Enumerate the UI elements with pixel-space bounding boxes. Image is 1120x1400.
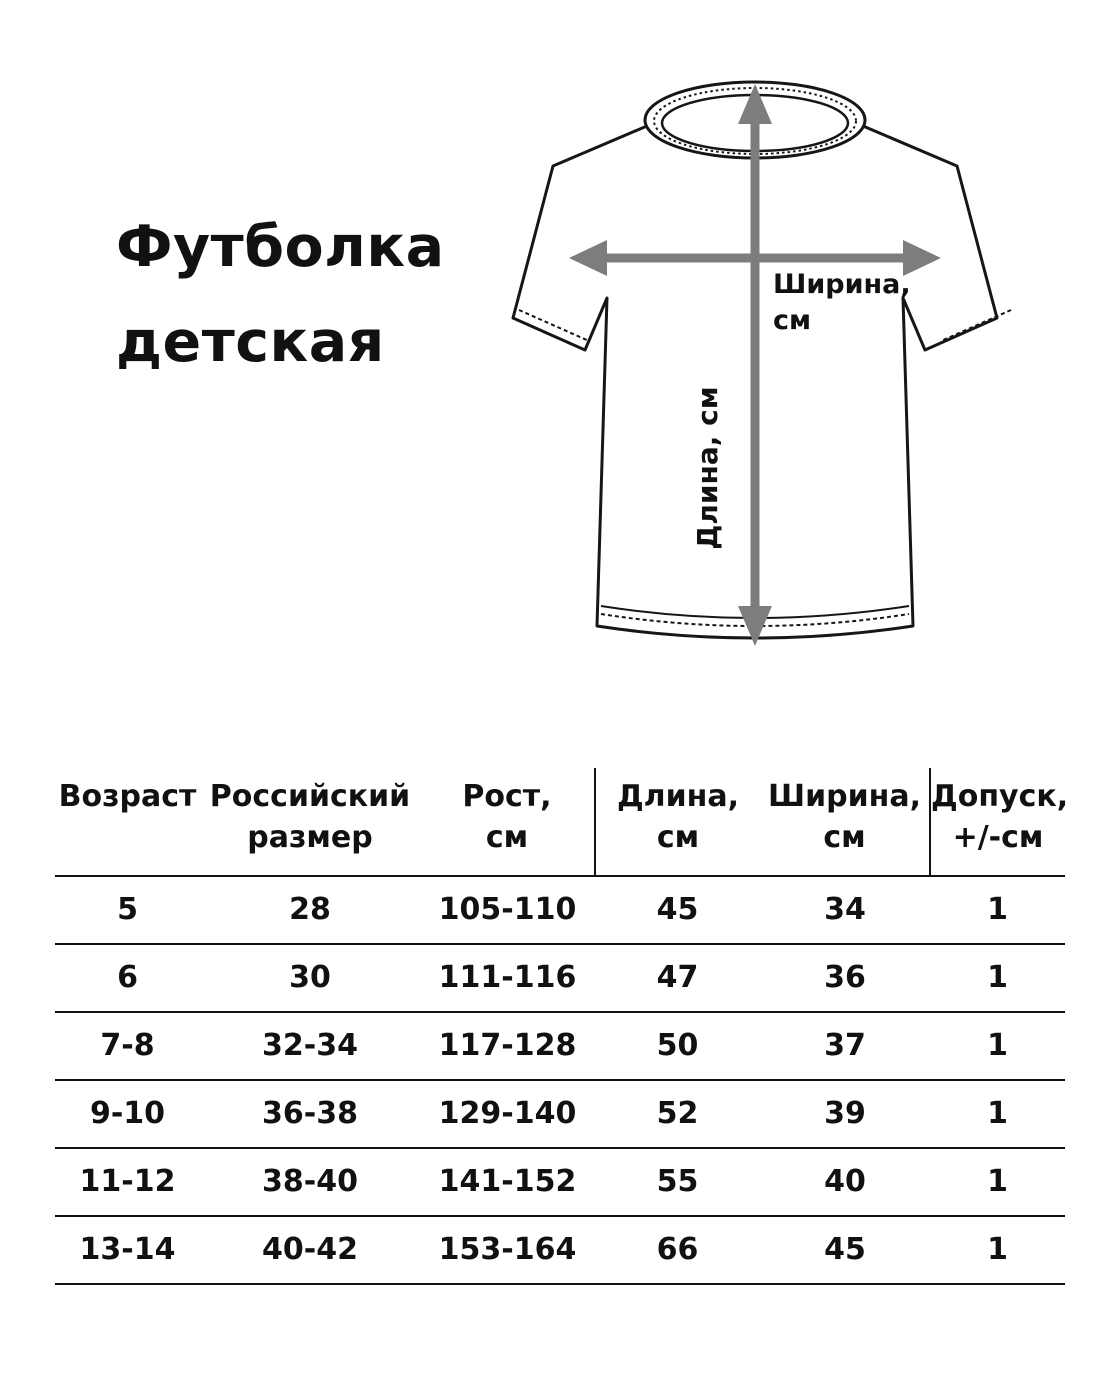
table-cell: 37 xyxy=(760,1012,930,1080)
table-cell: 5 xyxy=(55,876,200,944)
table-cell: 50 xyxy=(595,1012,760,1080)
table-cell: 129-140 xyxy=(420,1080,595,1148)
header-length xyxy=(595,768,760,876)
header-text: см xyxy=(485,820,529,856)
table-cell: 40-42 xyxy=(200,1216,420,1284)
width-arrow-label-line2: см xyxy=(773,305,812,336)
table-row xyxy=(55,944,1065,1012)
header-tolerance xyxy=(930,768,1069,876)
table-cell: 153-164 xyxy=(420,1216,595,1284)
table-cell: 105-110 xyxy=(420,876,595,944)
table-cell: 1 xyxy=(930,1148,1065,1216)
table-cell: 52 xyxy=(595,1080,760,1148)
table-cell: 11-12 xyxy=(55,1148,200,1216)
table-cell: 7-8 xyxy=(55,1012,200,1080)
header-height xyxy=(420,768,595,876)
table-cell: 36-38 xyxy=(200,1080,420,1148)
table-cell: 45 xyxy=(760,1216,930,1284)
header-text: размер xyxy=(247,820,373,856)
header-age xyxy=(55,768,200,876)
title-line-1: Футболка xyxy=(116,214,445,280)
table-cell: 1 xyxy=(930,1012,1065,1080)
header-text: Рост, xyxy=(462,779,552,814)
table-cell: 111-116 xyxy=(420,944,595,1012)
header-text: см xyxy=(823,820,866,856)
table-cell: 9-10 xyxy=(55,1080,200,1148)
table-cell: 66 xyxy=(595,1216,760,1284)
table-cell: 39 xyxy=(760,1080,930,1148)
table-row xyxy=(55,1080,1065,1148)
table-row xyxy=(55,1216,1065,1284)
size-table xyxy=(55,768,1069,1285)
title-line-2: детская xyxy=(116,309,385,376)
header-text: Ширина, xyxy=(768,779,921,814)
table-cell: 32-34 xyxy=(200,1012,420,1080)
width-arrow-label-line1: Ширина, xyxy=(773,269,911,300)
table-cell: 1 xyxy=(930,1216,1065,1284)
table-cell: 13-14 xyxy=(55,1216,200,1284)
header-width xyxy=(760,768,930,876)
header-text: Российский xyxy=(209,779,411,814)
table-cell: 141-152 xyxy=(420,1148,595,1216)
header-text: Длина, xyxy=(616,779,740,814)
table-cell: 30 xyxy=(200,944,420,1012)
page-title xyxy=(116,200,445,390)
header-text: Возраст xyxy=(58,779,197,814)
table-cell: 38-40 xyxy=(200,1148,420,1216)
table-row xyxy=(55,1012,1065,1080)
length-arrow-label: Длина, см xyxy=(691,386,724,550)
table-cell: 1 xyxy=(930,876,1065,944)
table-cell: 40 xyxy=(760,1148,930,1216)
table-cell: 36 xyxy=(760,944,930,1012)
table-cell: 34 xyxy=(760,876,930,944)
table-cell: 1 xyxy=(930,1080,1065,1148)
size-table-header xyxy=(55,768,1069,876)
header-row xyxy=(55,768,1065,876)
table-cell: 117-128 xyxy=(420,1012,595,1080)
tshirt-sketch xyxy=(505,78,1025,678)
table-cell: 28 xyxy=(200,876,420,944)
tshirt-diagram xyxy=(505,78,1025,678)
table-row xyxy=(55,1148,1065,1216)
table-cell: 47 xyxy=(595,944,760,1012)
table-cell: 45 xyxy=(595,876,760,944)
table-row xyxy=(55,876,1065,944)
table-cell: 6 xyxy=(55,944,200,1012)
header-text: Допуск, xyxy=(931,779,1069,814)
table-cell: 1 xyxy=(930,944,1065,1012)
header-russian-size xyxy=(200,768,420,876)
header-text: +/-см xyxy=(952,820,1044,856)
size-table-body xyxy=(55,876,1065,1284)
table-cell: 55 xyxy=(595,1148,760,1216)
header-text: см xyxy=(656,820,700,856)
